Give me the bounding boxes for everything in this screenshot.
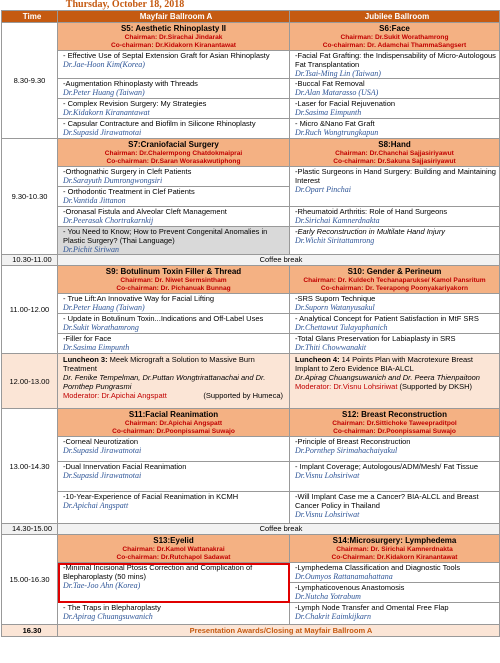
session-chair: Chairman: Dr. Sirichai Kamnerdnakta — [336, 546, 453, 553]
time-slot: 12.00-13.00 — [2, 354, 58, 409]
talk-title: -Lymphedema Classification and Diagnostic Tools — [295, 563, 461, 572]
luncheon-title: 14 Points Plan with Macrotexure Breast Implant to Zero Evidence BIA-ALCL — [295, 355, 473, 373]
luncheon-speakers: Dr. Fenike Tempelman, Dr.Puttan Wongtrirattanachai and Dr. Pornthep Pungrasmi — [63, 373, 266, 391]
talk-title: -Will Implant Case me a Cancer? BIA-ALCL and Breast Cancer Policy in Thailand — [295, 492, 479, 510]
talk-cell — [290, 603, 500, 625]
talk-title: - Implant Coverage; Autologous/ADM/Mesh/ Fat Tissue — [295, 462, 478, 471]
session-chair: Chairman: Dr.Sukit Worathamrong — [340, 34, 449, 41]
talk-cell — [58, 187, 290, 207]
schedule-table — [1, 10, 500, 637]
session-header — [290, 409, 500, 437]
session-title: S5: Aesthetic Rhinoplasty II — [120, 24, 227, 33]
talk-cell — [58, 99, 290, 119]
session-cochair: Co-chairman: Dr.Kidakorn Kiranantawat — [111, 42, 236, 49]
session-header — [58, 409, 290, 437]
date-title: Thursday, October 18, 2018 — [65, 0, 185, 10]
session-cochair: Co-chairman: Dr.Poonpissamai Suwajo — [333, 428, 456, 435]
talk-speaker: Dr.Suporn Watanyusakul — [295, 303, 375, 312]
talk-speaker: Dr.Chettawut Tulayaphanich — [295, 323, 388, 332]
talk-title: - Orthodontic Treatment in Clef Patients — [63, 187, 195, 196]
session-cochair: Co-chairman: Dr.Sakuna Sajjasiriyawut — [333, 158, 456, 165]
talk-speaker: Dr.Vantida Jittanon — [63, 196, 126, 205]
luncheon-label: Luncheon 4: — [295, 355, 340, 364]
break-time: 10.30-11.00 — [2, 255, 58, 266]
session-chair: Chairman: Dr.Sittichoke Taweepraditpol — [332, 420, 457, 427]
break-time: 14.30-15.00 — [2, 524, 58, 535]
talk-cell — [58, 294, 290, 314]
coffee-break-row — [2, 524, 500, 535]
session-title: S11:Facial Reanimation — [128, 410, 219, 419]
talk-cell — [58, 227, 290, 255]
talk-cell — [290, 79, 500, 99]
talk-cell — [290, 314, 500, 334]
room-b-header: Jubilee Ballroom — [290, 11, 500, 23]
talk-speaker: Dr.Tae-Joo Ahn (Korea) — [63, 581, 141, 590]
session-head-row — [2, 139, 500, 167]
talk-title: -Buccal Fat Removal — [295, 79, 365, 88]
talk-speaker: Dr.Supasid Jirawatnotai — [63, 471, 142, 480]
talk-cell — [290, 462, 500, 492]
talk-title: -10-Year-Experience of Facial Reanimation in KCMH — [63, 492, 239, 501]
talk-cell — [58, 334, 290, 354]
talk-cell — [290, 167, 500, 207]
session-head-row — [2, 23, 500, 51]
session-title: S7:Craniofacial Surgery — [128, 140, 219, 149]
talk-speaker: Dr.Pichit Siriwan — [63, 245, 120, 254]
session-header — [290, 23, 500, 51]
talk-title: - The Traps in Blepharoplasty — [63, 603, 161, 612]
talk-speaker: Dr.Visnu Lohsiriwat — [295, 471, 360, 480]
talk-cell — [290, 563, 500, 583]
talk-cell — [290, 119, 500, 139]
talk-title: - Complex Revision Surgery: My Strategies — [63, 99, 207, 108]
session-cochair: Co-chairman: Dr.Poonpissamai Suwajo — [112, 428, 235, 435]
talk-title: - Analytical Concept for Patient Satisfaction in MtF SRS — [295, 314, 479, 323]
talk-title: -Total Glans Preservation for Labiaplasty in SRS — [295, 334, 456, 343]
talk-title: -Plastic Surgeons in Hand Surgery: Building and Maintaining Interest — [295, 167, 496, 185]
session-head-row — [2, 266, 500, 294]
session-header — [290, 139, 500, 167]
break-label: Coffee break — [58, 255, 500, 266]
talk-cell — [290, 207, 500, 227]
session-head-row — [2, 409, 500, 437]
talk-speaker: Dr.Opart Pinchai — [295, 185, 351, 194]
session-cochair: Co-chairman: Dr. Adamchai ThammaSangsert — [322, 42, 467, 49]
session-chair: Chairman: Dr. Kuldech Techanaparukse/ Kamol Pansritum — [303, 277, 486, 284]
talk-speaker: Dr.Sasima Eimpunth — [295, 108, 362, 117]
talk-title: -Filler for Face — [63, 334, 112, 343]
luncheon-cell — [58, 354, 290, 409]
talk-title: -Lymph Node Transfer and Omental Free Flap — [295, 603, 449, 612]
luncheon-speakers: Dr.Apirag Chuangsuwanich and Dr. Peera Thienpaitoon — [295, 373, 480, 382]
talk-speaker: Dr.Peter Huang (Taiwan) — [63, 303, 145, 312]
time-slot: 13.00-14.30 — [2, 409, 58, 524]
time-slot: 15.00-16.30 — [2, 535, 58, 625]
session-cochair: Co-Chairman: Dr.Kidakorn Kiranantawat — [331, 554, 458, 561]
coffee-break-row — [2, 255, 500, 266]
talk-title: - True Lift:An Innovative Way for Facial Lifting — [63, 294, 215, 303]
session-header — [58, 535, 290, 563]
time-slot: 8.30-9.30 — [2, 23, 58, 139]
session-cochair: Co-chairman: Dr. Pichanuak Bunnag — [116, 285, 231, 292]
talk-speaker: Dr.Tsai-Ming Lin (Taiwan) — [295, 69, 381, 78]
talk-speaker: Dr.Ruch Wongtrungkapun — [295, 128, 379, 137]
closing-label: Presentation Awards/Closing at Mayfair Ballroom A — [58, 625, 500, 637]
session-chair: Chairman: Dr.Chalermpong Chatdokmaiprai — [104, 150, 243, 157]
talk-speaker: Dr.Peerasak Chortrakarnkij — [63, 216, 154, 225]
talk-speaker: Dr.Apichai Angspatt — [63, 501, 129, 510]
talk-cell — [290, 294, 500, 314]
talk-title: -Early Reconstruction in Multilate Hand Injury — [295, 227, 446, 236]
session-title: S8:Hand — [378, 140, 411, 149]
talk-cell — [58, 437, 290, 462]
session-title: S9: Botulinum Toxin Filler & Thread — [105, 267, 242, 276]
session-chair: Chairman: Dr. Niwet Sermsintham — [120, 277, 227, 284]
talk-title: -Minimal Incisional Ptosis Correction and Complication of Blepharoplasty (50 mins) — [63, 563, 253, 581]
talk-speaker: Dr.Kidakorn Kiranantawat — [63, 108, 150, 117]
talk-cell — [58, 167, 290, 187]
header-row — [2, 11, 500, 23]
session-title: S10: Gender & Perineum — [347, 267, 442, 276]
session-chair: Chairman: Dr.Sirachai Jindarak — [124, 34, 223, 41]
session-header — [290, 535, 500, 563]
session-header — [58, 23, 290, 51]
talk-title: -Principle of Breast Reconstruction — [295, 437, 411, 446]
talk-title: - You Need to Know; How to Prevent Congenital Anomalies in Plastic Surgery? (Thai Language) — [63, 227, 268, 245]
talk-speaker: Dr.Sirichai Kamnerdnakta — [295, 216, 380, 225]
session-title: S14:Microsurgery: Lymphedema — [332, 536, 457, 545]
session-header — [58, 266, 290, 294]
talk-speaker: Dr.Jae-Hoon Kim(Korea) — [63, 60, 145, 69]
talk-speaker: Dr.Supasid Jirawatnotai — [63, 446, 142, 455]
talk-title: -Dual Innervation Facial Reanimation — [63, 462, 187, 471]
talk-title: - Update in Botulinum Toxin...Indications and Off-Label Uses — [63, 314, 264, 323]
time-header: Time — [2, 11, 58, 23]
talk-title: -Augmentation Rhinoplasty with Threads — [63, 79, 198, 88]
talk-cell — [58, 207, 290, 227]
luncheon-label: Luncheon 3: — [63, 355, 108, 364]
talk-speaker: Dr.Sarayuth Dumrongwongsiri — [63, 176, 163, 185]
talk-speaker: Dr.Peter Huang (Taiwan) — [63, 88, 145, 97]
talk-title: - Effective Use of Septal Extension Graft for Asian Rhinoplasty — [63, 51, 270, 60]
session-head-row — [2, 535, 500, 563]
talk-cell — [58, 462, 290, 492]
time-slot: 9.30-10.30 — [2, 139, 58, 255]
session-cochair: Co-chairman: Dr. Teerapong Poonyakariyakorn — [320, 285, 469, 292]
luncheon-row — [2, 354, 500, 409]
talk-speaker: Dr.Oumyos Rattanamahattana — [295, 572, 393, 581]
session-cochair: Co-chairman: Dr.Saran Worasakwutiphong — [106, 158, 241, 165]
luncheon-cell — [290, 354, 500, 409]
break-label: Coffee break — [58, 524, 500, 535]
talk-title: -Lymphaticovenous Anastomosis — [295, 583, 405, 592]
session-title: S12: Breast Reconstruction — [342, 410, 447, 419]
talk-speaker: Dr.Sasima Eimpunth — [63, 343, 130, 352]
talk-speaker: Dr.Pornthep Sirimahachaiyakul — [295, 446, 398, 455]
talk-title: -Orthognathic Surgery in Cleft Patients — [63, 167, 192, 176]
luncheon-moderator: Moderator: Dr.Apichai Angspatt — [63, 391, 167, 400]
session-title: S13:Eyelid — [153, 536, 194, 545]
talk-speaker: Dr.Chakrit Eaimkijkarn — [295, 612, 371, 621]
talk-speaker: Dr.Visnu Lohsiriwat — [295, 510, 360, 519]
session-cochair: Co-chairman: Dr.Rutchapol Sadawat — [116, 554, 231, 561]
talk-cell — [290, 437, 500, 462]
session-header — [58, 139, 290, 167]
talk-speaker: Dr.Alan Matarasso (USA) — [295, 88, 379, 97]
talk-cell — [290, 99, 500, 119]
talk-cell — [58, 603, 290, 625]
session-chair: Chairman: Dr.Chanchai Sajjasiriyawut — [335, 150, 454, 157]
talk-title: -Corneal Neurotization — [63, 437, 139, 446]
talk-speaker: Dr.Thiti Chowwanakit — [295, 343, 367, 352]
session-header — [290, 266, 500, 294]
talk-cell — [58, 79, 290, 99]
talk-cell — [290, 51, 500, 79]
talk-title: -Facial Fat Grafting: the Indispensability of Micro-Autologous Fat Transplantation — [295, 51, 496, 69]
talk-title: -Oronasal Fistula and Alveolar Cleft Management — [63, 207, 227, 216]
luncheon-title: Meek Micrograft a Solution to Massive Burn Treatment — [63, 355, 255, 373]
talk-speaker: Dr.Sukit Worathamrong — [63, 323, 139, 332]
luncheon-moderator: Moderator: Dr.Visnu Lohsiriwat — [295, 382, 398, 391]
talk-title: - Micro &Nano Fat Graft — [295, 119, 375, 128]
talk-speaker: Dr.Wichit Siritattamrong — [295, 236, 375, 245]
talk-cell — [290, 227, 500, 255]
session-chair: Chairman: Dr.Kamol Wattanakrai — [122, 546, 225, 553]
talk-cell — [290, 334, 500, 354]
talk-speaker: Dr.Supasid Jirawatnotai — [63, 128, 142, 137]
talk-title: - Capsular Contracture and Biofilm in Silicone Rhinoplasty — [63, 119, 256, 128]
talk-cell — [58, 314, 290, 334]
talk-cell — [290, 583, 500, 603]
session-title: S6:Face — [379, 24, 410, 33]
luncheon-support: (Supported by DKSH) — [397, 382, 473, 391]
talk-cell — [290, 492, 500, 524]
talk-cell — [58, 51, 290, 79]
session-chair: Chairman: Dr.Apichai Angspatt — [124, 420, 223, 427]
room-a-header: Mayfair Ballroom A — [58, 11, 290, 23]
talk-cell — [58, 119, 290, 139]
talk-title: -Laser for Facial Rejuvenation — [295, 99, 396, 108]
closing-row — [2, 625, 500, 637]
talk-speaker: Dr.Apirag Chuangsuwanich — [63, 612, 153, 621]
talk-title: -SRS Suporn Technique — [295, 294, 376, 303]
talk-cell — [58, 492, 290, 524]
highlighted-talk-cell — [58, 563, 290, 603]
luncheon-support: (Supported by Humeca) — [203, 391, 283, 400]
time-slot: 11.00-12.00 — [2, 266, 58, 354]
talk-title: -Rheumatoid Arthritis: Role of Hand Surgeons — [295, 207, 448, 216]
talk-speaker: Dr.Nutcha Yotrabum — [295, 592, 361, 601]
closing-time: 16.30 — [2, 625, 58, 637]
